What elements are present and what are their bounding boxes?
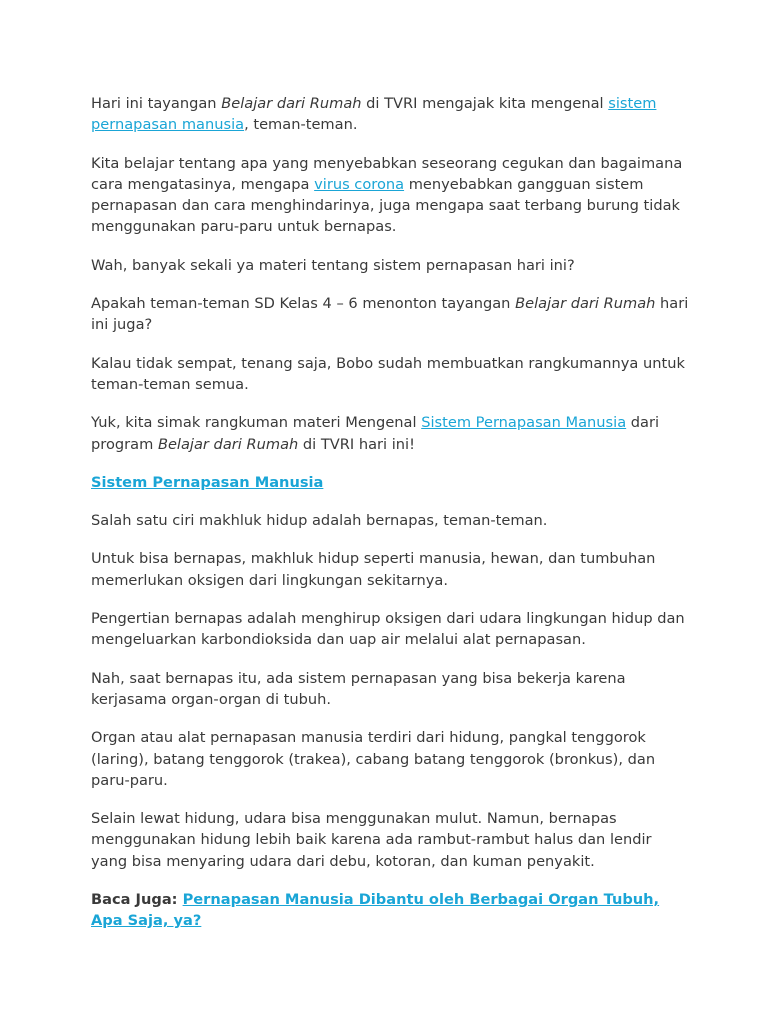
text: Yuk, kita simak rangkuman materi Mengenal	[91, 414, 422, 432]
link-sistem-pernapasan-manusia[interactable]: Sistem Pernapasan Manusia	[421, 414, 627, 432]
paragraph-kerjasama: Nah, saat bernapas itu, ada sistem pernapasan yang bisa bekerja karena kerjasama organ-organ di tubuh.	[91, 669, 626, 708]
heading-link-sistem-pernapasan-manusia[interactable]: Sistem Pernapasan Manusia	[91, 473, 324, 491]
paragraph-rangkuman: Kalau tidak sempat, tenang saja, Bobo sudah membuatkan rangkumannya untuk teman-teman semua.	[91, 354, 685, 393]
text: menyebabkan gangguan sistem pernapasan dan cara menghindarinya, juga mengapa saat terbang burung tidak menggunakan paru-paru untuk bernapas.	[91, 175, 680, 236]
section-heading	[91, 472, 691, 493]
paragraph-oksigen: Untuk bisa bernapas, makhluk hidup seperti manusia, hewan, dan tumbuhan memerlukan oksigen dari lingkungan sekitarnya.	[91, 550, 656, 589]
text: Hari ini tayangan	[91, 95, 222, 112]
text: di TVRI mengajak kita mengenal	[366, 95, 609, 112]
text: Kita belajar tentang apa yang menyebabkan seseorang cegukan dan bagaimana cara mengatasinya, mengapa	[91, 154, 683, 193]
article-body	[91, 93, 691, 949]
program-name-italic: Belajar dari Rumah	[157, 435, 299, 453]
paragraph-question	[91, 293, 691, 336]
text: di TVRI hari ini!	[298, 435, 415, 453]
paragraph-organ: Organ atau alat pernapasan manusia terdiri dari hidung, pangkal tenggorok (laring), batang tenggorok (trakea), cabang batang tenggorok (bronkus), dan paru-paru.	[91, 729, 656, 789]
program-name-italic: Belajar dari Rumah	[515, 295, 661, 313]
text: , teman-teman.	[244, 116, 358, 134]
paragraph-hidung: Selain lewat hidung, udara bisa menggunakan mulut. Namun, bernapas menggunakan hidung lebih baik karena ada rambut-rambut halus dan lendir yang bisa menyaring udara dari debu, kotoran, dan kuman penyakit.	[91, 810, 652, 870]
paragraph-topics	[91, 153, 691, 238]
baca-juga-link[interactable]: Pernapasan Manusia Dibantu oleh Berbagai Organ Tubuh, Apa Saja, ya?	[91, 891, 660, 930]
text: hari ini juga?	[91, 295, 689, 334]
text: Apakah teman-teman SD Kelas 4 – 6 menonton tayangan	[91, 295, 516, 313]
baca-juga-label: Baca Juga:	[91, 891, 183, 909]
paragraph-ciri: Salah satu ciri makhluk hidup adalah bernapas, teman-teman.	[91, 512, 548, 530]
baca-juga	[91, 889, 691, 932]
program-name-italic: Belajar dari Rumah	[221, 95, 367, 112]
paragraph-pengertian: Pengertian bernapas adalah menghirup oksigen dari udara lingkungan hidup dan mengeluarkan karbondioksida dan uap air melalui alat pernapasan.	[91, 610, 685, 649]
paragraph-yuk	[91, 412, 691, 455]
paragraph-intro	[91, 93, 691, 136]
link-virus-corona[interactable]: virus corona	[314, 175, 405, 193]
paragraph-wah: Wah, banyak sekali ya materi tentang sistem pernapasan hari ini?	[91, 256, 575, 274]
text: dari program	[91, 414, 660, 453]
link-sistem-pernapasan[interactable]: sistem pernapasan manusia	[91, 95, 657, 134]
